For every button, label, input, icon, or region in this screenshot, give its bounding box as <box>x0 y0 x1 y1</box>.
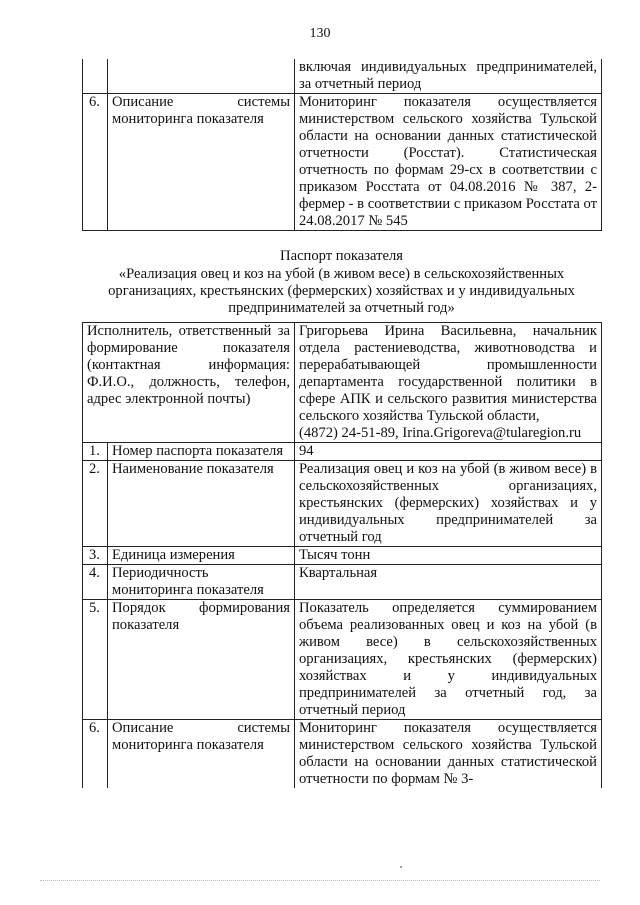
row-value-cell: включая индивидуальных предпринимателей, за отчетный период <box>295 59 602 94</box>
executor-value: Григорьева Ирина Васильевна, начальник отдела растениеводства, животноводства и перерабатывающей промышленности департамента государственной политики в сфере АПК и сельского развития министерства сельского хозяйства Тульской области, <box>299 323 597 424</box>
row-label-cell: Номер паспорта показателя <box>108 443 295 461</box>
row-label-cell: Порядок формирования показателя <box>108 600 295 720</box>
row-number-cell <box>83 59 108 94</box>
table-row <box>83 547 602 565</box>
table-row <box>83 565 602 600</box>
scan-footer-dots <box>40 880 600 882</box>
row-number-cell: 2. <box>83 461 108 547</box>
row-label-cell: Единица измерения <box>108 547 295 565</box>
executor-value-cell <box>295 323 602 443</box>
row-number-cell: 4. <box>83 565 108 600</box>
row-label-cell: Описание системы мониторинга показателя <box>108 94 295 231</box>
row-value-cell: Реализация овец и коз на убой (в живом весе) в сельскохозяйственных организациях, крестьянских (фермерских) хозяйствах и у индивидуальных предпринимателей за отчетный год <box>295 461 602 547</box>
table-row <box>83 443 602 461</box>
passport-title: Паспорт показателя <box>280 248 403 264</box>
executor-label-cell: Исполнитель, ответственный за формирование показателя (контактная информация: Ф.И.О., должность, телефон, адрес электронной почты) <box>83 323 295 443</box>
table-row <box>83 720 602 789</box>
row-number-cell: 5. <box>83 600 108 720</box>
table-row <box>83 461 602 547</box>
scan-speck <box>400 866 402 868</box>
row-number-cell: 6. <box>83 94 108 231</box>
executor-contact: (4872) 24-51-89, Irina.Grigoreva@tularegion.ru <box>299 425 582 441</box>
row-label-cell <box>108 59 295 94</box>
row-value-cell: Тысяч тонн <box>295 547 602 565</box>
row-number-cell: 1. <box>83 443 108 461</box>
row-label-cell: Наименование показателя <box>108 461 295 547</box>
row-value-cell: Показатель определяется суммированием объема реализованных овец и коз на убой (в живом весе) в сельскохозяйственных организациях, крестьянских (фермерских) хозяйствах и у индивидуальных предпринимателей за отчетный год, за отчетный период <box>295 600 602 720</box>
row-label-cell: Описание системы мониторинга показателя <box>108 720 295 789</box>
table-row <box>83 59 602 94</box>
table-row <box>83 94 602 231</box>
continued-table <box>82 59 602 231</box>
table-row <box>83 600 602 720</box>
passport-indicator-name: «Реализация овец и коз на убой (в живом весе) в сельскохозяйственных организациях, крестьянских (фермерских) хозяйствах и у индивидуальных предпринимателей за отчетный год» <box>108 266 575 316</box>
executor-row <box>83 323 602 443</box>
row-label-cell: Периодичность мониторинга показателя <box>108 565 295 600</box>
row-value-cell: Квартальная <box>295 565 602 600</box>
row-value-cell: Мониторинг показателя осуществляется министерством сельского хозяйства Тульской области на основании данных статистической отчетности по формам № 3- <box>295 720 602 789</box>
row-value-cell: Мониторинг показателя осуществляется министерством сельского хозяйства Тульской области на основании данных статистической отчетности (Росстат). Статистическая отчетность по формам 29-сх в соответствии с приказом Росстата от 04.08.2016 № 387, 2-фермер - в соответствии с приказом Росстата от 24.08.2017 № 545 <box>295 94 602 231</box>
row-number-cell: 3. <box>83 547 108 565</box>
page-number: 130 <box>309 26 331 41</box>
row-number-cell: 6. <box>83 720 108 789</box>
passport-table <box>82 322 602 788</box>
row-value-cell: 94 <box>295 443 602 461</box>
